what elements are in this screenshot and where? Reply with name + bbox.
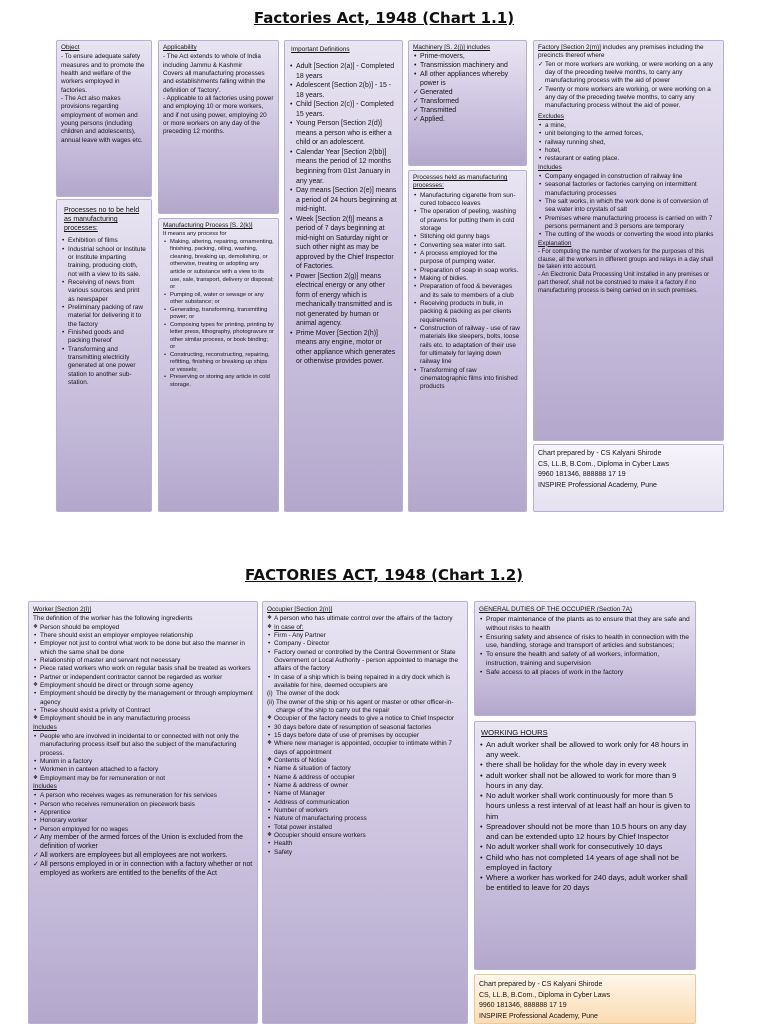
object-text: - To ensure adequate safety measures and to promote the health and welfare of the workers employed in factories. - The Act also makes provisions regarding employment of women and young persons (including children and adolescents), annual leave with wages etc.: [61, 53, 145, 144]
definition-item: • Power [Section 2(g)] means electrical energy or any other form of energy which is mechanically transmitted and is not generated by human or animal agency.: [289, 272, 398, 329]
explanation-heading: Explanation: [538, 239, 572, 247]
process-held-item: • Preparation of soap in soap works.: [413, 267, 522, 275]
factory-heading: Factory [Section 2(m)]: [538, 44, 601, 51]
process-not-item: • Preliminary packing of raw material for delivering it to the factory: [61, 304, 147, 329]
manufacturing-process-item: • Pumping oil, water or sewage or any other substance; or: [163, 292, 274, 307]
explanation-text: - For computing the number of workers for the purposes of this clause, all the workers in different groups and relays in a day shall be taken into account. - An Electronic Data Processing Unit installed in any premises or part thereof, shall not be construed to make it a factory if no manufacturing process is being carried on in such premises.: [538, 248, 713, 294]
factory-box: [533, 40, 724, 441]
excludes-item: • railway running shed,: [538, 139, 719, 147]
includes-heading: Includes: [538, 163, 562, 171]
machinery-heading: Machinery [S. 2(j)] includes: [413, 44, 491, 51]
machinery-check-item: ✓ Transmitted: [413, 107, 522, 116]
worker-notes-list: [33, 834, 253, 879]
credit-line-4: INSPIRE Professional Academy, Pune: [538, 481, 657, 489]
manufacturing-process-item: • Constructing, reconstructing, repairing, refitting, finishing or breaking up ships or vessels;: [163, 352, 274, 375]
occupier-case-heading: ❖ In case of:: [267, 624, 463, 632]
notice-item: • 15 days before date of use of premises by occupier: [267, 732, 463, 740]
credit-line-2: CS, LL.B, B.Com., Diploma in Cyber Laws: [479, 991, 611, 999]
processes-not-list: [61, 237, 147, 387]
definition-item: • Prime Mover [Section 2(h)] means any engine, motor or other appliance which generates or otherwise provides power.: [289, 329, 398, 367]
working-hours-heading: WORKING HOURS: [481, 728, 548, 737]
working-hours-item: • Child who has not completed 14 years of age shall not be employed in factory: [479, 853, 691, 874]
manufacturing-process-heading: Manufacturing Process [S. 2(k)]: [163, 222, 253, 229]
factory-conditions-list: [538, 61, 719, 111]
worker-heading: Worker [Section 2(l)]: [33, 606, 92, 613]
excludes-heading: Excludes: [538, 112, 564, 120]
worker-ingredients-list: [33, 624, 253, 724]
machinery-item: • Prime-movers,: [413, 53, 522, 62]
factory-condition-item: ✓ Twenty or more workers are working, or were working on a any day of the preceding twelve months, to carry any manufacturing process without the aid of power.: [538, 86, 719, 111]
manufacturing-process-item: • Composing types for printing, printing by letter press, lithography, photogravure or other similar process, or book binding; or: [163, 322, 274, 352]
worker-includes-heading-1: Includes: [33, 723, 57, 731]
includes-item: • seasonal factories or factories carrying on intermittent manufacturing processes: [538, 181, 719, 198]
working-hours-box: [474, 721, 696, 970]
occupier-intro-list: [267, 615, 463, 623]
worker-ingredient-item: • Employer not just to control what work to be done but also the manner in which the same shall be done: [33, 640, 253, 657]
credit-line-2: CS, LL.B, B.Com., Diploma in Cyber Laws: [538, 460, 670, 468]
manufacturing-process-list: [163, 239, 274, 390]
processes-held-box: [408, 170, 527, 512]
process-held-item: • Preparation of food & beverages and its sale to members of a club: [413, 283, 522, 300]
roman-numeral: (i): [267, 690, 273, 698]
excludes-item: • hotel,: [538, 147, 719, 155]
worker-ingredient-item: ❖ Person should be employed: [33, 624, 253, 632]
process-held-item: • Transforming of raw cinematographic films into finished products: [413, 367, 522, 392]
process-held-item: • The operation of peeling, washing of prawns for putting them in cold storage: [413, 208, 522, 233]
worker-includes-list-1: [33, 733, 253, 775]
processes-held-heading: Processes held as manufacturing processes:: [413, 174, 508, 190]
definition-item: • Day means [Section 2(e)] means a period of 24 hours beginning at mid-night.: [289, 186, 398, 215]
applicability-box: [158, 40, 279, 214]
roman-numeral: (ii): [267, 698, 275, 706]
definition-item: • Child [Section 2(c)] - Completed 15 years.: [289, 100, 398, 119]
credit-line-1: Chart prepared by - CS Kalyani Shirode: [479, 981, 603, 988]
duties-list: [479, 616, 691, 677]
process-held-item: • Converting sea water into salt.: [413, 242, 522, 250]
occupier-ship-list: [267, 690, 463, 715]
worker-note-item: ✓ All workers are employees but all employees are not workers.: [33, 852, 253, 861]
manufacturing-process-item: • Preserving or storing any article in cold storage.: [163, 374, 274, 389]
working-hours-item: • No adult worker shall work for consecutively 10 days: [479, 842, 691, 852]
processes-not-box: [56, 199, 152, 512]
worker-include-item: • Person employed for no wages: [33, 826, 253, 834]
definition-item: • Adult [Section 2(a)] - Completed 18 years: [289, 62, 398, 81]
worker-intro: The definition of the worker has the following ingredients: [33, 615, 193, 623]
chart-1-title: Factories Act, 1948 (Chart 1.1): [253, 9, 515, 27]
credit-1: [538, 449, 719, 491]
worker-include-item: • Workmen in canteen attached to a factory: [33, 766, 253, 774]
machinery-box: [408, 40, 527, 166]
worker-ingredient-item: • Relationship of master and servant not necessary: [33, 657, 253, 665]
process-not-item: • Exhibition of films: [61, 237, 147, 245]
contents-item: • Name of Manager: [267, 790, 463, 798]
worker-includes-list-2: [33, 792, 253, 834]
remuneration-item: ❖ Employment may be for remuneration or not: [33, 775, 253, 783]
machinery-check-item: ✓ Applied.: [413, 116, 522, 125]
contents-item: • Total power installed: [267, 824, 463, 832]
machinery-check-item: ✓ Generated: [413, 89, 522, 98]
process-held-item: • Manufacturing cigarette from sun-cured tobacco leaves: [413, 192, 522, 209]
contents-item: • Address of communication: [267, 799, 463, 807]
working-hours-list: [479, 740, 691, 894]
notice-item: • 30 days before date of resumption of seasonal factories: [267, 724, 463, 732]
manufacturing-process-intro: It means any process for: [163, 231, 227, 238]
ship-occupier-item: [267, 690, 463, 698]
machinery-check-item: ✓ Transformed: [413, 98, 522, 107]
machinery-item: • All other appliances whereby power is: [413, 71, 522, 89]
credit-line-4: INSPIRE Professional Academy, Pune: [479, 1012, 598, 1020]
duty-item: • Safe access to all places of work in the factory: [479, 669, 691, 678]
definitions-list: [289, 62, 398, 367]
working-hours-item: • An adult worker shall be allowed to work only for 48 hours in any week.: [479, 740, 691, 761]
process-held-item: • Stitching old gunny bags: [413, 233, 522, 241]
chart-2-title: FACTORIES ACT, 1948 (Chart 1.2): [244, 566, 523, 584]
credit-line-3: 9960 181346, 888888 17 19: [538, 471, 626, 478]
contents-item: • Name & address of occupier: [267, 774, 463, 782]
worker-include-item: • Person who receives remuneration on piecework basis: [33, 801, 253, 809]
occupier-notice-list: [267, 715, 463, 757]
ensure-heading: ❖ Occupier should ensure workers: [267, 832, 463, 840]
occupier-contents-list: [267, 757, 463, 832]
contents-heading: ❖ Contents of Notice: [267, 757, 463, 765]
ensure-item: • Safety: [267, 849, 463, 857]
duties-heading: GENERAL DUTIES OF THE OCCUPIER (Section 7A): [479, 606, 633, 613]
worker-ingredient-item: • Employment should be directly by the management or through employment agency: [33, 690, 253, 707]
duty-item: • Proper maintenance of the plants as to ensure that they are safe and without risks to health: [479, 616, 691, 633]
factory-intro: [538, 44, 719, 61]
object-heading: Object: [61, 44, 80, 51]
contents-item: • Nature of manufacturing process: [267, 815, 463, 823]
worker-note-item: ✓ Any member of the armed forces of the Union is excluded from the definition of worker: [33, 834, 253, 852]
applicability-text: - The Act extends to whole of India including Jammu & Kashmir Covers all manufacturing processes and establishments falling within the definition of 'factory'. - Applicable to all factories using power and employing 10 or more workers, and if not using power, employing 20 or more workers on any day of the preceding 12 months.: [163, 53, 274, 136]
process-not-item: • Finished goods and packing thereof: [61, 329, 147, 346]
manager-notice-item: ❖ Where new manager is appointed, occupier to intimate within 7 days of appointment: [267, 740, 463, 757]
machinery-item: • Transmission machinery and: [413, 62, 522, 71]
excludes-item: • a mine,: [538, 122, 719, 130]
worker-include-item: • Honorary worker: [33, 817, 253, 825]
definition-item: • Week [Section 2(f)] means a period of 7 days beginning at mid-night on Saturday night or such other night as may be approved by the Chief Inspector of Factories.: [289, 215, 398, 272]
process-held-item: • Making of bidies.: [413, 275, 522, 283]
credit-line-3: 9960 181346, 888888 17 19: [479, 1002, 567, 1009]
process-held-item: • A process employed for the purpose of pumping water.: [413, 250, 522, 267]
credit-box-1: [533, 444, 724, 512]
process-held-item: • Receiving products in bulk, in packing & packing as per clients requirements: [413, 300, 522, 325]
worker-include-item: • A person who receives wages as remuneration for his services: [33, 792, 253, 800]
occupier-box: [262, 601, 468, 1024]
remuneration-list: [33, 775, 253, 783]
includes-item: • Company engaged in construction of railway line: [538, 173, 719, 181]
ship-occupier-item: [267, 699, 463, 716]
worker-ingredient-item: • These should exist a privity of Contract: [33, 707, 253, 715]
includes-item: • The salt works, in which the work done is of conversion of sea water into crystals of salt: [538, 198, 719, 215]
occupier-case-item: • Company - Director: [267, 640, 463, 648]
worker-ingredient-item: ❖ Employment should be in any manufacturing process: [33, 715, 253, 723]
process-held-item: • Construction of railway - use of raw materials like sleepers, bolts, loose rails etc. to adaptation of their use for ultimately for laying down railway line: [413, 325, 522, 367]
excludes-list: [538, 122, 719, 164]
contents-item: • Number of workers: [267, 807, 463, 815]
worker-ingredient-item: • There should exist an employer employee relationship: [33, 632, 253, 640]
worker-ingredient-item: • Partner or independent contractor cannot be regarded as worker: [33, 674, 253, 682]
notice-heading: ❖ Occupier of the factory needs to give a notice to Chief Inspector: [267, 715, 463, 723]
manufacturing-process-item: • Generating, transforming, transmitting power; or: [163, 307, 274, 322]
occupier-intro-item: ❖ A person who has ultimate control over the affairs of the factory: [267, 615, 463, 623]
worker-include-item: • Apprentice: [33, 809, 253, 817]
definition-item: • Adolescent [Section 2(b)] - 15 - 18 years.: [289, 81, 398, 100]
credit-box-2: [474, 974, 696, 1024]
processes-not-heading: Processes no to be held as manufacturing processes:: [64, 207, 140, 233]
occupier-ensure-list: [267, 832, 463, 857]
includes-list: [538, 173, 719, 240]
applicability-heading: Applicability: [163, 44, 197, 51]
factory-condition-item: ✓ Ten or more workers are working, or were working on a any day of the preceding twelve months, to carry any manufacturing process with the aid of power: [538, 61, 719, 86]
process-not-item: • Industrial school or Institute or Institute imparting training, producing cloth, not with a view to its sale.: [61, 246, 147, 279]
definitions-heading: Important Definitions: [291, 46, 350, 53]
manufacturing-process-box: [158, 218, 279, 512]
includes-item: • The cutting of the woods or converting the wood into planks: [538, 231, 719, 239]
machinery-list: [413, 53, 522, 125]
working-hours-item: • No adult worker shall work continuously for more than 5 hours unless a rest interval of at least half an hour is given to him: [479, 791, 691, 822]
worker-ingredient-item: • Piece rated workers who work on regular basis shall be treated as workers: [33, 665, 253, 673]
processes-held-list: [413, 192, 522, 392]
worker-note-item: ✓ All persons employed in or in connection with a factory whether or not employed as workers are entitled to the benefits of the Act: [33, 861, 253, 879]
working-hours-item: • there shall be holiday for the whole day in every week: [479, 760, 691, 770]
ensure-item: • Health: [267, 840, 463, 848]
occupier-case-list: [267, 624, 463, 691]
working-hours-item: • Where a worker has worked for 240 days, adult worker shall be entitled to leave for 20 days: [479, 873, 691, 894]
duty-item: • To ensure the health and safety of all workers, information, instruction, training and supervision: [479, 651, 691, 668]
worker-include-item: • People who are involved in incidental to or connected with not only the manufacturing process itself but also the subject of the manufacturing process.: [33, 733, 253, 758]
excludes-item: • unit belonging to the armed forces,: [538, 130, 719, 138]
includes-item: • Premises where manufacturing process is carried on with 7 persons permanent and 3 persons are temporary: [538, 215, 719, 232]
process-not-item: • Receiving of news from various sources and print as newspaper: [61, 279, 147, 304]
factory-heading-tail: includes any premises including the precincts thereof where: [538, 44, 704, 60]
duty-item: • Ensuring safety and absence of risks to health in connection with the use, handling, storage and transport of articles and substances;: [479, 634, 691, 651]
contents-item: • Name & address of owner: [267, 782, 463, 790]
credit-line-1: Chart prepared by - CS Kalyani Shirode: [538, 450, 662, 457]
manufacturing-process-item: • Making, altering, repairing, ornamenting, finishing, packing, oiling, washing, cleaning, breaking up, demolishing, or otherwise, treating or adopting any article or substance with a view to its use, sale, transport, delivery or disposal; or: [163, 239, 274, 292]
ship-occupier-text: The owner of the ship or his agent or master or other officer-in-charge of the ship to carry out the repair: [276, 698, 454, 714]
working-hours-item: • adult worker shall not be allowed to work for more than 9 hours in any day.: [479, 771, 691, 792]
duties-box: [474, 601, 696, 716]
ship-occupier-text: The owner of the dock: [276, 690, 340, 698]
credit-2: [479, 980, 691, 1022]
definitions-box: [284, 40, 403, 512]
occupier-case-item: • In case of a ship which is being repaired in a dry dock which is available for hire, deemed occupiers are: [267, 674, 463, 691]
occupier-case-item: • Factory owned or controlled by the Central Government or State Government or Local Authority - person appointed to manage the affairs of the factory: [267, 649, 463, 674]
object-box: [56, 40, 152, 197]
occupier-heading: Occupier [Section 2(n)]: [267, 606, 333, 613]
excludes-item: • restaurant or eating place.: [538, 155, 719, 163]
worker-include-item: • Munim in a factory: [33, 758, 253, 766]
process-not-item: • Transforming and transmitting electricity generated at one power station to another sub-station.: [61, 346, 147, 388]
working-hours-item: • Spreadover should not be more than 10.5 hours on any day and can be extended upto 12 hours by Chief Inspector: [479, 822, 691, 843]
definition-item: • Calendar Year [Section 2(bb)] means the period of 12 months beginning from 01st January in any year.: [289, 148, 398, 186]
worker-includes-heading-2: Includes: [33, 782, 57, 790]
definition-item: • Young Person [Section 2(d)] means a person who is either a child or an adolescent.: [289, 119, 398, 148]
worker-box: [28, 601, 258, 1024]
contents-item: • Name & situation of factory: [267, 765, 463, 773]
worker-ingredient-item: ❖ Employment should be direct or through some agency: [33, 682, 253, 690]
occupier-case-item: • Firm - Any Partner: [267, 632, 463, 640]
